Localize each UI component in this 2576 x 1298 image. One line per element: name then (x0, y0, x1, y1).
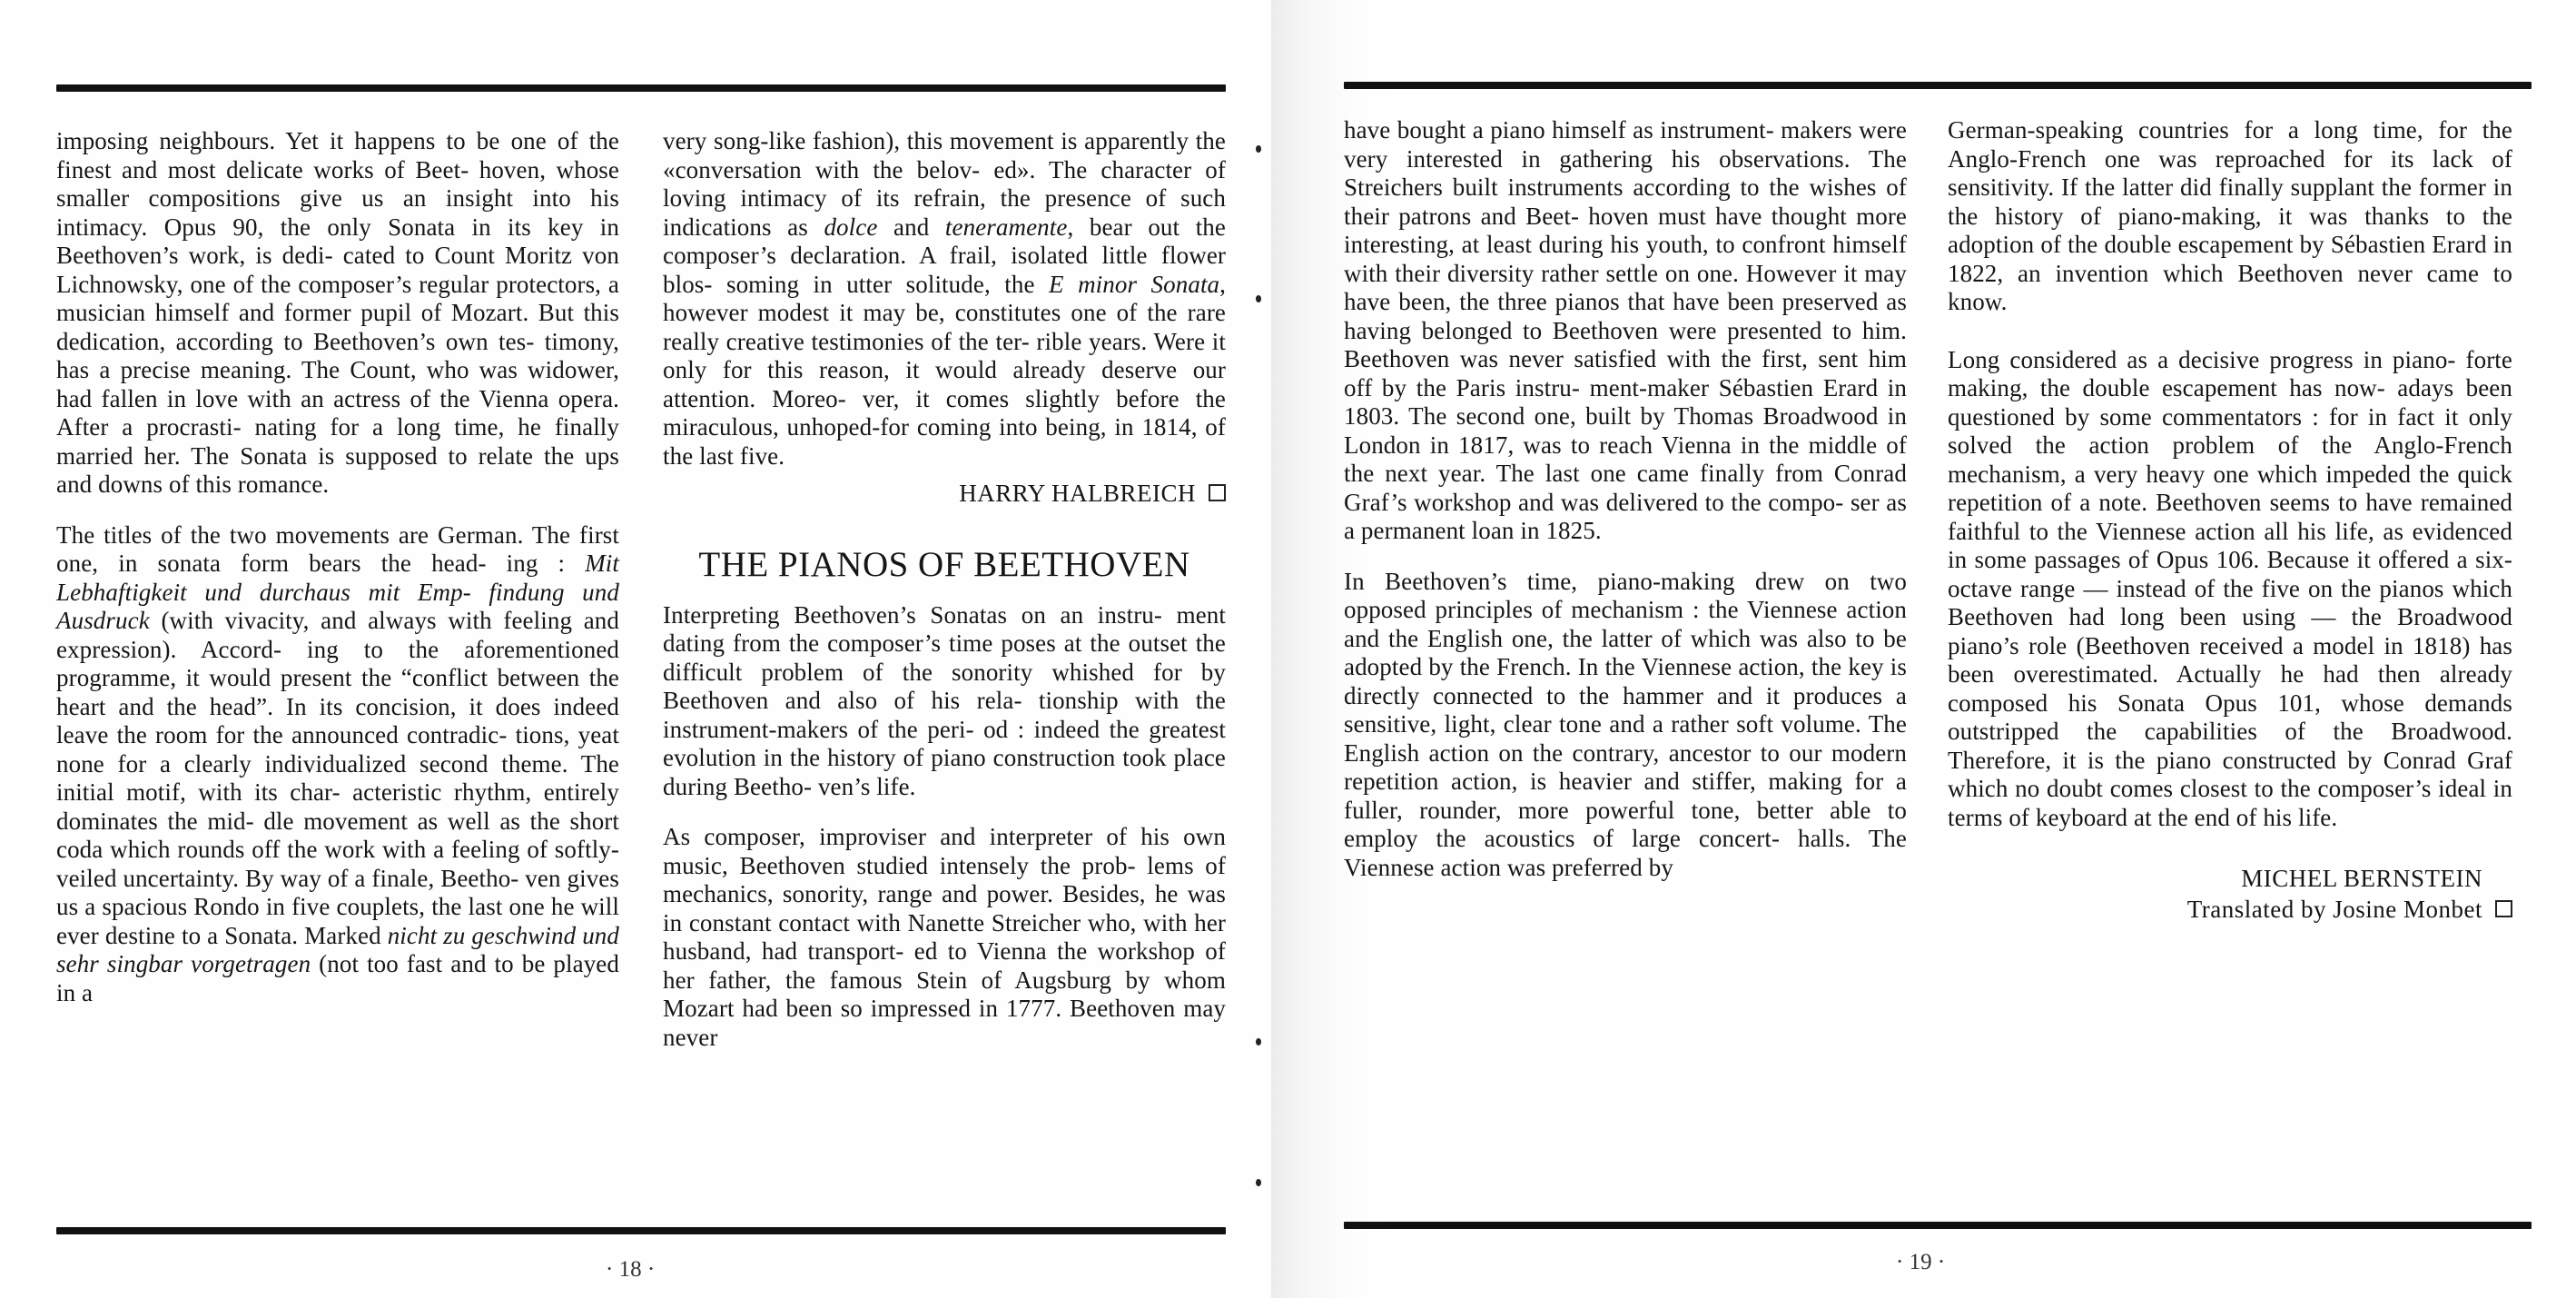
text-run: The titles of the two movements are German. The first one, in sonata form bears the head- ing : (56, 520, 619, 577)
paragraph-movements (56, 521, 619, 1008)
page-number: · 19 · (1896, 1250, 1946, 1274)
binding-mark (1256, 295, 1261, 302)
end-mark-icon (2495, 900, 2512, 917)
italic-term: teneramente (944, 213, 1068, 241)
bottom-rule (1344, 1222, 2532, 1229)
author-signature (1948, 863, 2512, 925)
italic-title: E minor Sonata (1049, 270, 1220, 298)
paragraph: Interpreting Beethoven’s Sonatas on an instru- ment dating from the composer’s time poses at the outset the difficult problem of the sonority whished for by Beethoven and also of his rela- tionship with the instrument-makers of the peri- od : indeed the greatest evolution in the history of piano construction took place during Beetho- ven’s life. (663, 600, 1226, 800)
paragraph: Long considered as a decisive progress in piano- forte making, the double escapement has now- adays been questioned by some commentators : for in fact it only solved the action problem of the Anglo-French mechanism, a very heavy one which impeded the quick repetition of a note. Beethoven seems to have remained faithful to the Viennese action all his life, as evidenced in some passages of Opus 106. Because it offered a six- octave range — instead of the five on the pianos which Beethoven had long been using — the Broadwood piano’s role (Beethoven received a model in 1818) has been overestimated. Actually he had then already composed his Sonata Opus 101, whose demands outstripped the capabilities of the Broadwood. Therefore, it is the piano constructed by Conrad Graf which no doubt comes closest to the composer’s ideal in terms of keyboard at the end of his life. (1948, 345, 2512, 831)
author-name: HARRY HALBREICH (959, 480, 1196, 507)
italic-heading: Mit Lebhaftigkeit und durchaus mit Emp- findung und Ausdruck (56, 550, 619, 634)
text-run: , however modest it may be, constitutes one of the rare really creative testimonies of the ter- rible years. Were it only for this reason, it would already deserve our attention. Moreo- ver, it comes slightly before the miraculous, unhoped-for coming into being, in 1814, of the last five. (663, 270, 1227, 470)
right-page-column-1 (1344, 116, 1907, 904)
translator-credit (1948, 894, 2512, 925)
paragraph: In Beethoven’s time, piano-making drew on two opposed principles of mechanism : the Viennese action and the English one, the latter of which was also to be adopted by the French. In the Viennese action, the key is directly connected to the hammer and it produces a sensitive, light, clear tone and a rather soft volume. The English action on the contrary, ancestor to our modern repetition action, is heavier and stiffer, making for a fuller, rounder, more powerful tone, better able to employ the acoustics of large concert- halls. The Viennese action was preferred by (1344, 567, 1907, 881)
paragraph: German-speaking countries for a long time, for the Anglo-French one was reproached for its lack of sensitivity. If the latter did finally supplant the former in the history of piano-making, it was thanks to the adoption of the double escapement by Sébastien Erard in 1822, an invention which Beethoven never came to know. (1948, 116, 2512, 315)
italic-term: dolce (824, 213, 878, 241)
left-page-column-1 (56, 127, 619, 1029)
binding-mark (1256, 1179, 1261, 1186)
paragraph: imposing neighbours. Yet it happens to be one of the finest and most delicate works of Beet- hoven, whose smaller compositions give us an insight into his intimacy. Opus 90, the only Sonata in its key in Beethoven’s work, is dedi- cated to Count Moritz von Lichnowsky, one of the composer’s regular protectors, a musician himself and former pupil of Mozart. But this dedication, according to Beethoven’s own tes- timony, has a precise meaning. The Count, who was widower, had fallen in love with an actress of the Vienna opera. After a procrasti- nating for a long time, he finally married her. The Sonata is supposed to relate the ups and downs of this romance. (56, 127, 619, 498)
bottom-rule (56, 1227, 1226, 1234)
author-name: MICHEL BERNSTEIN (2241, 865, 2482, 892)
page-18 (0, 0, 1271, 1298)
paragraph: have bought a piano himself as instrument- makers were very interested in gathering his observations. The Streichers built instruments according to the wishes of their patrons and Beet- hoven must have thought more interesting, at least during his youth, to confront himself with their diversity rather settle on one. However it may have been, the three pianos that have been preserved as having belonged to Beethoven were presented to him. Beethoven was never satisfied with the first, sent him off by the Paris instru- ment-maker Sébastien Erard in 1803. The second one, built by Thomas Broadwood in London in 1817, was to reach Vienna in the middle of the next year. The last one came finally from Conrad Graf’s workshop and was delivered to the compo- ser as a permanent loan in 1825. (1344, 116, 1907, 544)
author-signature (663, 480, 1226, 509)
binding-mark (1256, 1038, 1261, 1045)
text-run: (with vivacity, and always with feeling and expression). Accord- ing to the aforementioned programme, it would present the “conflict between the heart and the head”. In its concision, it does indeed leave the room for the announced contradic- tions, yeat none for a clearly individualized second theme. The initial motif, with its char- acteristic rhythm, entirely dominates the mid- dle movement as well as the short coda which rounds off the work with a feeling of softly- veiled uncertainty. By way of a finale, Beetho- ven gives us a spacious Rondo in five couplets, the last one he will ever destine to a Sonata. Marked (56, 607, 619, 949)
binding-mark (1256, 145, 1261, 153)
page-number: · 18 · (606, 1257, 656, 1282)
paragraph (663, 127, 1226, 471)
text-run: and (877, 213, 945, 241)
italic-marking: nicht zu geschwind und sehr singbar vorgetragen (56, 921, 619, 977)
translator-name: Translated by Josine Monbet (2186, 896, 2482, 923)
paragraph: As composer, improviser and interpreter of his own music, Beethoven studied intensely the prob- lems of mechanics, sonority, range and power. Besides, he was in constant contact with Nanette Streicher who, with her husband, had transport- ed to Vienna the workshop of her father, the famous Stein of Augsburg by whom Mozart had been so impressed in 1777. Beethoven may never (663, 823, 1226, 1051)
top-rule (56, 84, 1226, 92)
text-run: very song-like fashion), this movement is apparently the «conversation with the belov- ed». The character of loving intimacy of its refrain, the presence of such indications as (663, 127, 1226, 241)
section-title: THE PIANOS OF BEETHOVEN (698, 544, 1190, 584)
text-run: (not too fast and to be played in a (56, 950, 619, 1006)
text-run: , bear out the composer’s declaration. A frail, isolated little flower blos- soming in utter solitude, the (663, 213, 1226, 298)
end-mark-icon (1209, 484, 1226, 501)
left-page-column-2 (663, 127, 1226, 1074)
right-page-column-2 (1948, 116, 2512, 925)
top-rule (1344, 82, 2532, 89)
